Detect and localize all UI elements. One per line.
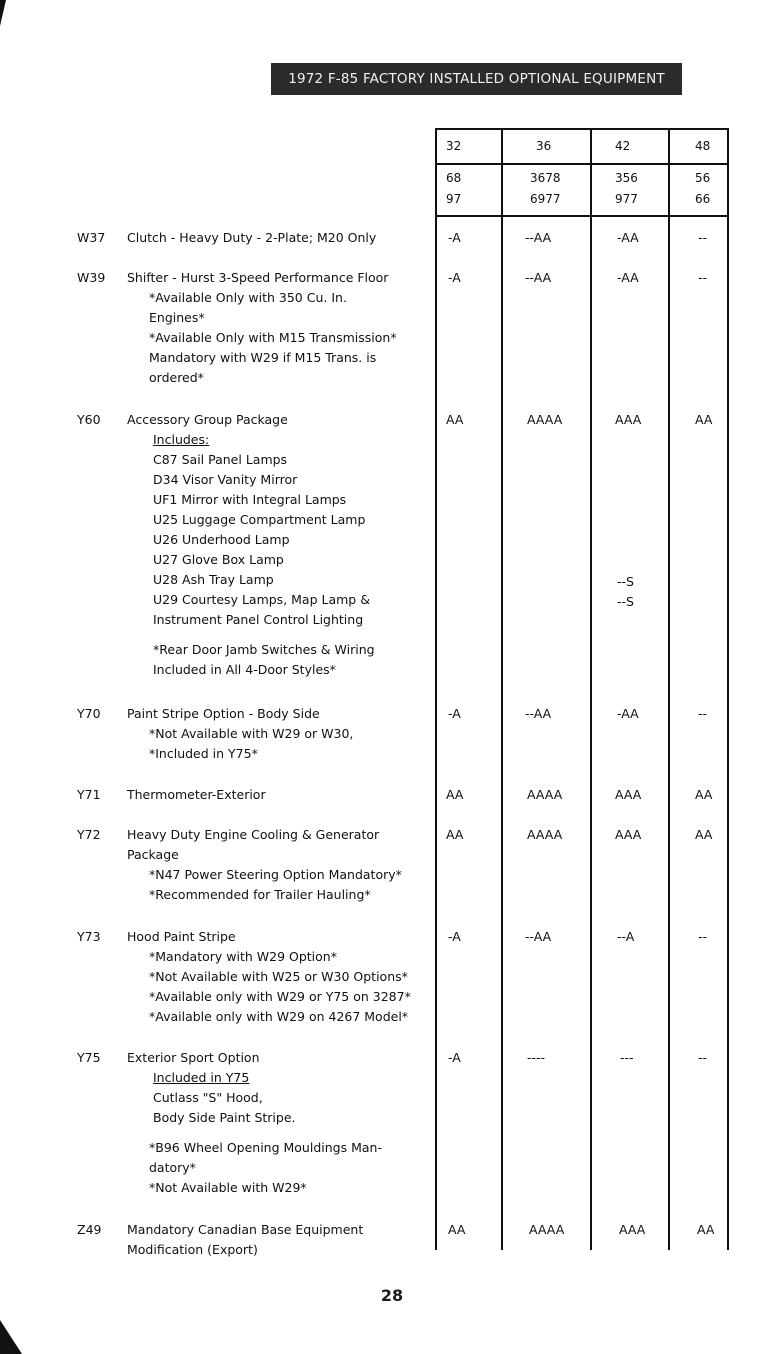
option-note: *Included in Y75* — [149, 746, 258, 761]
availability-42: --- — [620, 1050, 634, 1065]
option-title: Mandatory Canadian Base Equipment — [127, 1222, 364, 1237]
style-header-36: 3678 6977 — [530, 171, 561, 206]
availability-48: AA — [697, 1222, 715, 1237]
column-divider-2 — [590, 128, 592, 1250]
availability-36: --AA — [525, 230, 552, 245]
availability-48: -- — [698, 1050, 708, 1065]
option-note: ordered* — [149, 370, 204, 385]
availability-36: AAAA — [527, 412, 563, 427]
included-item: U28 Ash Tray Lamp — [153, 572, 274, 587]
scan-corner-bottom-left — [0, 1320, 22, 1354]
header-divider-2 — [435, 215, 727, 217]
availability-48: -- — [698, 230, 708, 245]
availability-42: AAA — [619, 1222, 646, 1237]
availability-42-note: --S — [617, 594, 634, 609]
availability-36: --AA — [525, 929, 552, 944]
scan-corner-top-left — [0, 0, 6, 26]
option-code: Y75 — [77, 1050, 101, 1065]
availability-32: AA — [448, 1222, 466, 1237]
included-item: U27 Glove Box Lamp — [153, 552, 284, 567]
availability-36: --AA — [525, 270, 552, 285]
availability-32: AA — [446, 412, 464, 427]
option-code: Y71 — [77, 787, 101, 802]
availability-42: AAA — [615, 787, 642, 802]
included-item: UF1 Mirror with Integral Lamps — [153, 492, 347, 507]
option-note: *Available only with W29 on 4267 Model* — [149, 1009, 409, 1024]
option-code: Y73 — [77, 929, 101, 944]
option-title: Clutch - Heavy Duty - 2-Plate; M20 Only — [127, 230, 377, 245]
option-code: Y70 — [77, 706, 101, 721]
included-item: U29 Courtesy Lamps, Map Lamp & — [153, 592, 370, 607]
option-description — [127, 1048, 432, 1198]
availability-42: -AA — [617, 230, 639, 245]
availability-36: ---- — [527, 1050, 546, 1065]
series-header-48: 48 — [695, 139, 711, 153]
series-header-32: 32 — [446, 139, 462, 153]
option-description — [127, 927, 432, 1027]
availability-42-note: --S — [617, 574, 634, 589]
availability-32: -A — [448, 230, 461, 245]
option-title-continued: Package — [127, 847, 179, 862]
availability-32: -A — [448, 929, 461, 944]
includes-label: Included in Y75 — [153, 1070, 250, 1085]
page-number: 28 — [380, 1286, 404, 1305]
included-item: U25 Luggage Compartment Lamp — [153, 512, 366, 527]
page-banner: 1972 F-85 FACTORY INSTALLED OPTIONAL EQUIPMENT — [271, 63, 682, 95]
option-title-continued: Modification (Export) — [127, 1242, 258, 1257]
option-note: Engines* — [149, 310, 205, 325]
header-divider-1 — [435, 163, 727, 165]
option-description — [127, 785, 432, 805]
style-header-42: 356 977 — [615, 171, 638, 206]
included-item: U26 Underhood Lamp — [153, 532, 290, 547]
option-description — [127, 228, 432, 248]
availability-32: -A — [448, 270, 461, 285]
availability-32: -A — [448, 1050, 461, 1065]
option-note: *Available Only with 350 Cu. In. — [149, 290, 347, 305]
option-note: *Available only with W29 or Y75 on 3287* — [149, 989, 411, 1004]
option-note: Mandatory with W29 if M15 Trans. is — [149, 350, 377, 365]
option-description — [127, 1220, 432, 1260]
availability-36: AAAA — [527, 827, 563, 842]
includes-label: Includes: — [153, 432, 210, 447]
option-note: *Not Available with W29* — [149, 1180, 307, 1195]
included-item: Instrument Panel Control Lighting — [153, 612, 364, 627]
option-note: *Mandatory with W29 Option* — [149, 949, 337, 964]
column-divider-3 — [668, 128, 670, 1250]
option-title: Paint Stripe Option - Body Side — [127, 706, 320, 721]
included-item: Cutlass "S" Hood, — [153, 1090, 263, 1105]
option-code: Y72 — [77, 827, 101, 842]
availability-48: -- — [698, 706, 708, 721]
option-code: W39 — [77, 270, 106, 285]
option-note: *N47 Power Steering Option Mandatory* — [149, 867, 402, 882]
availability-36: AAAA — [529, 1222, 565, 1237]
style-header-48: 56 66 — [695, 171, 711, 206]
option-code: W37 — [77, 230, 106, 245]
option-description — [127, 825, 432, 905]
option-note: Included in All 4-Door Styles* — [153, 662, 336, 677]
series-header-42: 42 — [615, 139, 631, 153]
series-header-36: 36 — [536, 139, 552, 153]
availability-36: AAAA — [527, 787, 563, 802]
style-header-32: 68 97 — [446, 171, 462, 206]
availability-32: AA — [446, 827, 464, 842]
availability-48: AA — [695, 787, 713, 802]
option-code: Z49 — [77, 1222, 102, 1237]
column-divider-1 — [501, 128, 503, 1250]
option-title: Heavy Duty Engine Cooling & Generator — [127, 827, 380, 842]
option-note: datory* — [149, 1160, 196, 1175]
option-title: Hood Paint Stripe — [127, 929, 236, 944]
option-title: Accessory Group Package — [127, 412, 288, 427]
availability-36: --AA — [525, 706, 552, 721]
availability-48: -- — [698, 270, 708, 285]
option-note: *B96 Wheel Opening Mouldings Man- — [149, 1140, 382, 1155]
included-item: C87 Sail Panel Lamps — [153, 452, 288, 467]
option-description — [127, 410, 432, 680]
table-frame — [435, 128, 729, 1250]
availability-42: AAA — [615, 827, 642, 842]
availability-48: AA — [695, 827, 713, 842]
option-title: Shifter - Hurst 3-Speed Performance Floor — [127, 270, 389, 285]
availability-48: -- — [698, 929, 708, 944]
option-title: Thermometer-Exterior — [127, 787, 266, 802]
included-item: D34 Visor Vanity Mirror — [153, 472, 298, 487]
option-description — [127, 268, 432, 388]
option-note: *Not Available with W25 or W30 Options* — [149, 969, 408, 984]
option-note: *Available Only with M15 Transmission* — [149, 330, 397, 345]
option-title: Exterior Sport Option — [127, 1050, 260, 1065]
availability-32: -A — [448, 706, 461, 721]
option-note: *Not Available with W29 or W30, — [149, 726, 354, 741]
option-description — [127, 704, 432, 764]
included-item: Body Side Paint Stripe. — [153, 1110, 296, 1125]
availability-42: AAA — [615, 412, 642, 427]
option-code: Y60 — [77, 412, 101, 427]
option-note: *Recommended for Trailer Hauling* — [149, 887, 371, 902]
availability-48: AA — [695, 412, 713, 427]
availability-42: -AA — [617, 270, 639, 285]
availability-42: --A — [617, 929, 635, 944]
availability-32: AA — [446, 787, 464, 802]
availability-42: -AA — [617, 706, 639, 721]
option-note: *Rear Door Jamb Switches & Wiring — [153, 642, 375, 657]
